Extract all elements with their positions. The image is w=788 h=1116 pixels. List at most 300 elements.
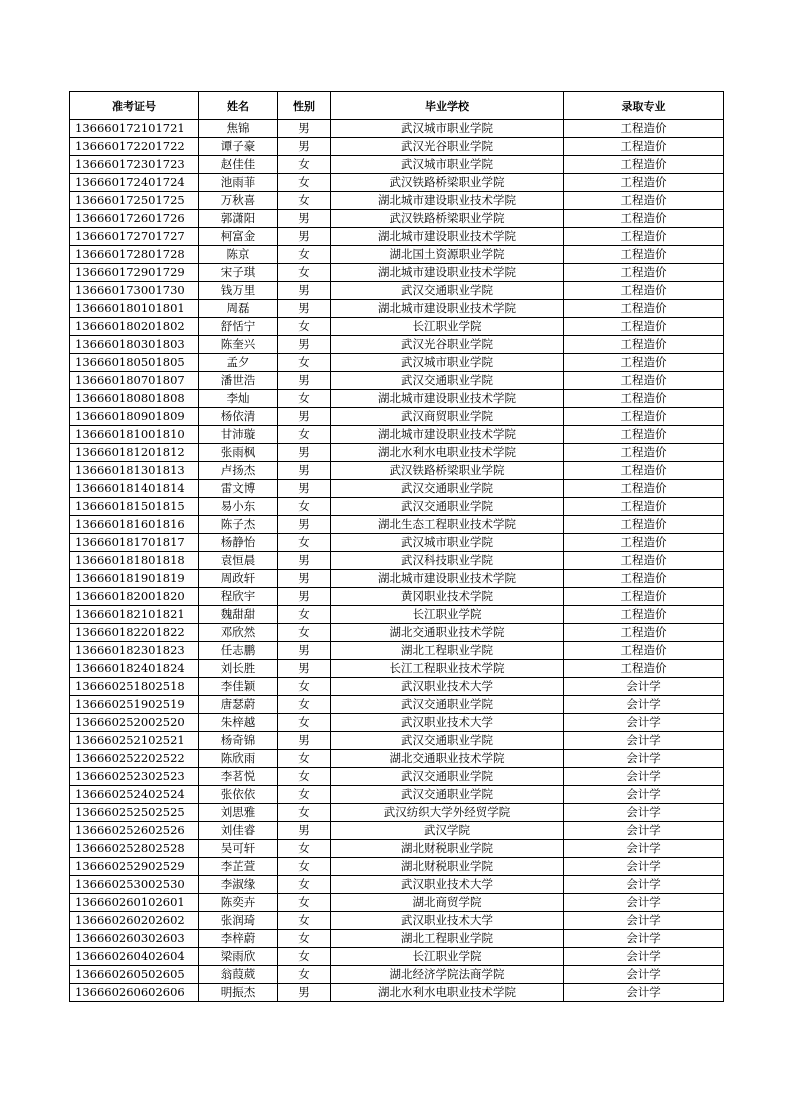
major-cell: 工程造价 xyxy=(564,516,724,534)
gender-cell: 男 xyxy=(278,444,331,462)
table-row xyxy=(70,210,724,228)
gender-cell: 女 xyxy=(278,894,331,912)
name-cell: 陈奎兴 xyxy=(199,336,278,354)
name-cell: 朱梓越 xyxy=(199,714,278,732)
name-cell: 易小东 xyxy=(199,498,278,516)
major-cell: 会计学 xyxy=(564,930,724,948)
gender-cell: 男 xyxy=(278,984,331,1002)
major-cell: 工程造价 xyxy=(564,372,724,390)
major-cell: 工程造价 xyxy=(564,642,724,660)
school-cell: 武汉光谷职业学院 xyxy=(331,336,564,354)
exam-id-cell: 136660181001810 xyxy=(70,426,199,444)
exam-id-cell: 136660172301723 xyxy=(70,156,199,174)
name-cell: 陈京 xyxy=(199,246,278,264)
school-cell: 武汉铁路桥梁职业学院 xyxy=(331,462,564,480)
table-row xyxy=(70,156,724,174)
name-cell: 唐瑟蔚 xyxy=(199,696,278,714)
name-cell: 卢扬杰 xyxy=(199,462,278,480)
table-row xyxy=(70,444,724,462)
major-cell: 会计学 xyxy=(564,840,724,858)
name-cell: 程欣宇 xyxy=(199,588,278,606)
table-row xyxy=(70,840,724,858)
gender-cell: 女 xyxy=(278,876,331,894)
gender-cell: 女 xyxy=(278,606,331,624)
name-cell: 李芷萱 xyxy=(199,858,278,876)
header-name: 姓名 xyxy=(199,92,278,120)
exam-id-cell: 136660181601816 xyxy=(70,516,199,534)
exam-id-cell: 136660253002530 xyxy=(70,876,199,894)
gender-cell: 男 xyxy=(278,462,331,480)
major-cell: 工程造价 xyxy=(564,336,724,354)
major-cell: 工程造价 xyxy=(564,156,724,174)
major-cell: 工程造价 xyxy=(564,120,724,138)
school-cell: 武汉商贸职业学院 xyxy=(331,408,564,426)
gender-cell: 男 xyxy=(278,642,331,660)
gender-cell: 男 xyxy=(278,210,331,228)
gender-cell: 男 xyxy=(278,138,331,156)
name-cell: 任志鹏 xyxy=(199,642,278,660)
major-cell: 工程造价 xyxy=(564,246,724,264)
major-cell: 工程造价 xyxy=(564,390,724,408)
gender-cell: 男 xyxy=(278,408,331,426)
name-cell: 陈奕卉 xyxy=(199,894,278,912)
school-cell: 湖北交通职业技术学院 xyxy=(331,750,564,768)
exam-id-cell: 136660252102521 xyxy=(70,732,199,750)
exam-id-cell: 136660172401724 xyxy=(70,174,199,192)
table-row xyxy=(70,948,724,966)
gender-cell: 女 xyxy=(278,678,331,696)
table-row xyxy=(70,192,724,210)
gender-cell: 女 xyxy=(278,840,331,858)
table-row xyxy=(70,786,724,804)
exam-id-cell: 136660172701727 xyxy=(70,228,199,246)
table-row xyxy=(70,966,724,984)
table-row xyxy=(70,930,724,948)
gender-cell: 女 xyxy=(278,966,331,984)
major-cell: 工程造价 xyxy=(564,174,724,192)
name-cell: 刘佳睿 xyxy=(199,822,278,840)
table-row xyxy=(70,264,724,282)
school-cell: 湖北城市建设职业技术学院 xyxy=(331,228,564,246)
major-cell: 工程造价 xyxy=(564,282,724,300)
school-cell: 湖北商贸学院 xyxy=(331,894,564,912)
exam-id-cell: 136660173001730 xyxy=(70,282,199,300)
school-cell: 湖北交通职业技术学院 xyxy=(331,624,564,642)
table-row xyxy=(70,120,724,138)
exam-id-cell: 136660181401814 xyxy=(70,480,199,498)
exam-id-cell: 136660182001820 xyxy=(70,588,199,606)
gender-cell: 男 xyxy=(278,228,331,246)
exam-id-cell: 136660252302523 xyxy=(70,768,199,786)
exam-id-cell: 136660260402604 xyxy=(70,948,199,966)
school-cell: 武汉铁路桥梁职业学院 xyxy=(331,174,564,192)
gender-cell: 女 xyxy=(278,624,331,642)
table-row xyxy=(70,822,724,840)
name-cell: 池雨菲 xyxy=(199,174,278,192)
major-cell: 会计学 xyxy=(564,750,724,768)
name-cell: 刘长胜 xyxy=(199,660,278,678)
exam-id-cell: 136660181201812 xyxy=(70,444,199,462)
gender-cell: 女 xyxy=(278,390,331,408)
school-cell: 湖北工程职业学院 xyxy=(331,642,564,660)
exam-id-cell: 136660181301813 xyxy=(70,462,199,480)
gender-cell: 男 xyxy=(278,552,331,570)
exam-id-cell: 136660182401824 xyxy=(70,660,199,678)
table-row xyxy=(70,408,724,426)
name-cell: 焦锦 xyxy=(199,120,278,138)
major-cell: 工程造价 xyxy=(564,552,724,570)
exam-id-cell: 136660252402524 xyxy=(70,786,199,804)
table-row xyxy=(70,624,724,642)
name-cell: 魏甜甜 xyxy=(199,606,278,624)
major-cell: 工程造价 xyxy=(564,318,724,336)
school-cell: 湖北城市建设职业技术学院 xyxy=(331,426,564,444)
exam-id-cell: 136660172601726 xyxy=(70,210,199,228)
major-cell: 会计学 xyxy=(564,876,724,894)
table-row xyxy=(70,732,724,750)
table-row xyxy=(70,984,724,1002)
major-cell: 会计学 xyxy=(564,714,724,732)
school-cell: 湖北城市建设职业技术学院 xyxy=(331,192,564,210)
table-row xyxy=(70,498,724,516)
table-row xyxy=(70,318,724,336)
gender-cell: 女 xyxy=(278,264,331,282)
name-cell: 刘思雅 xyxy=(199,804,278,822)
name-cell: 李梓蔚 xyxy=(199,930,278,948)
exam-id-cell: 136660172201722 xyxy=(70,138,199,156)
table-row xyxy=(70,228,724,246)
table-body xyxy=(70,120,724,1002)
major-cell: 工程造价 xyxy=(564,660,724,678)
gender-cell: 男 xyxy=(278,480,331,498)
table-row xyxy=(70,390,724,408)
exam-id-cell: 136660180301803 xyxy=(70,336,199,354)
name-cell: 甘沛璇 xyxy=(199,426,278,444)
gender-cell: 男 xyxy=(278,372,331,390)
exam-id-cell: 136660180901809 xyxy=(70,408,199,426)
major-cell: 工程造价 xyxy=(564,408,724,426)
table-row xyxy=(70,174,724,192)
exam-id-cell: 136660181701817 xyxy=(70,534,199,552)
name-cell: 袁恒晨 xyxy=(199,552,278,570)
school-cell: 武汉光谷职业学院 xyxy=(331,138,564,156)
school-cell: 武汉城市职业学院 xyxy=(331,120,564,138)
table-row xyxy=(70,372,724,390)
school-cell: 武汉城市职业学院 xyxy=(331,354,564,372)
table-row xyxy=(70,462,724,480)
gender-cell: 男 xyxy=(278,660,331,678)
exam-id-cell: 136660182101821 xyxy=(70,606,199,624)
gender-cell: 女 xyxy=(278,912,331,930)
name-cell: 孟夕 xyxy=(199,354,278,372)
gender-cell: 女 xyxy=(278,156,331,174)
header-row xyxy=(70,92,724,120)
exam-id-cell: 136660181801818 xyxy=(70,552,199,570)
school-cell: 湖北城市建设职业技术学院 xyxy=(331,264,564,282)
table-row xyxy=(70,282,724,300)
major-cell: 会计学 xyxy=(564,912,724,930)
header-major: 录取专业 xyxy=(564,92,724,120)
name-cell: 梁雨欣 xyxy=(199,948,278,966)
table-row xyxy=(70,246,724,264)
school-cell: 长江职业学院 xyxy=(331,606,564,624)
name-cell: 郭潇阳 xyxy=(199,210,278,228)
exam-id-cell: 136660251902519 xyxy=(70,696,199,714)
header-gender: 性别 xyxy=(278,92,331,120)
major-cell: 工程造价 xyxy=(564,426,724,444)
name-cell: 潘世浩 xyxy=(199,372,278,390)
school-cell: 武汉交通职业学院 xyxy=(331,696,564,714)
major-cell: 会计学 xyxy=(564,984,724,1002)
major-cell: 会计学 xyxy=(564,894,724,912)
table-row xyxy=(70,426,724,444)
gender-cell: 男 xyxy=(278,570,331,588)
exam-id-cell: 136660172101721 xyxy=(70,120,199,138)
header-school: 毕业学校 xyxy=(331,92,564,120)
school-cell: 湖北财税职业学院 xyxy=(331,840,564,858)
exam-id-cell: 136660180801808 xyxy=(70,390,199,408)
exam-id-cell: 136660172901729 xyxy=(70,264,199,282)
gender-cell: 女 xyxy=(278,750,331,768)
school-cell: 湖北经济学院法商学院 xyxy=(331,966,564,984)
exam-id-cell: 136660260202602 xyxy=(70,912,199,930)
gender-cell: 男 xyxy=(278,732,331,750)
school-cell: 湖北水利水电职业技术学院 xyxy=(331,984,564,1002)
major-cell: 工程造价 xyxy=(564,354,724,372)
name-cell: 宋子琪 xyxy=(199,264,278,282)
school-cell: 湖北城市建设职业技术学院 xyxy=(331,300,564,318)
exam-id-cell: 136660260102601 xyxy=(70,894,199,912)
table-row xyxy=(70,138,724,156)
school-cell: 湖北财税职业学院 xyxy=(331,858,564,876)
exam-id-cell: 136660252802528 xyxy=(70,840,199,858)
school-cell: 武汉交通职业学院 xyxy=(331,498,564,516)
exam-id-cell: 136660172801728 xyxy=(70,246,199,264)
school-cell: 湖北生态工程职业技术学院 xyxy=(331,516,564,534)
school-cell: 武汉职业技术大学 xyxy=(331,876,564,894)
name-cell: 谭子豪 xyxy=(199,138,278,156)
gender-cell: 女 xyxy=(278,426,331,444)
name-cell: 雷文博 xyxy=(199,480,278,498)
school-cell: 武汉科技职业学院 xyxy=(331,552,564,570)
table-row xyxy=(70,876,724,894)
gender-cell: 女 xyxy=(278,714,331,732)
major-cell: 会计学 xyxy=(564,696,724,714)
exam-id-cell: 136660180701807 xyxy=(70,372,199,390)
table-row xyxy=(70,588,724,606)
gender-cell: 女 xyxy=(278,498,331,516)
name-cell: 陈欣雨 xyxy=(199,750,278,768)
major-cell: 工程造价 xyxy=(564,210,724,228)
school-cell: 武汉职业技术大学 xyxy=(331,678,564,696)
table-row xyxy=(70,516,724,534)
table-row xyxy=(70,750,724,768)
major-cell: 工程造价 xyxy=(564,138,724,156)
table-row xyxy=(70,552,724,570)
exam-id-cell: 136660251802518 xyxy=(70,678,199,696)
name-cell: 舒恬宁 xyxy=(199,318,278,336)
name-cell: 吴可轩 xyxy=(199,840,278,858)
major-cell: 会计学 xyxy=(564,678,724,696)
gender-cell: 女 xyxy=(278,534,331,552)
admission-table xyxy=(69,91,724,1002)
name-cell: 张雨枫 xyxy=(199,444,278,462)
major-cell: 会计学 xyxy=(564,966,724,984)
table-row xyxy=(70,894,724,912)
school-cell: 武汉职业技术大学 xyxy=(331,714,564,732)
table-row xyxy=(70,642,724,660)
gender-cell: 女 xyxy=(278,948,331,966)
exam-id-cell: 136660252502525 xyxy=(70,804,199,822)
major-cell: 工程造价 xyxy=(564,462,724,480)
exam-id-cell: 136660172501725 xyxy=(70,192,199,210)
name-cell: 杨依清 xyxy=(199,408,278,426)
name-cell: 钱万里 xyxy=(199,282,278,300)
table-row xyxy=(70,354,724,372)
name-cell: 周政轩 xyxy=(199,570,278,588)
exam-id-cell: 136660260602606 xyxy=(70,984,199,1002)
major-cell: 工程造价 xyxy=(564,444,724,462)
major-cell: 工程造价 xyxy=(564,606,724,624)
exam-id-cell: 136660180201802 xyxy=(70,318,199,336)
name-cell: 李灿 xyxy=(199,390,278,408)
name-cell: 柯富金 xyxy=(199,228,278,246)
major-cell: 工程造价 xyxy=(564,534,724,552)
major-cell: 工程造价 xyxy=(564,264,724,282)
name-cell: 邓欣然 xyxy=(199,624,278,642)
name-cell: 李佳颖 xyxy=(199,678,278,696)
gender-cell: 男 xyxy=(278,516,331,534)
school-cell: 武汉学院 xyxy=(331,822,564,840)
major-cell: 工程造价 xyxy=(564,570,724,588)
major-cell: 会计学 xyxy=(564,858,724,876)
school-cell: 武汉交通职业学院 xyxy=(331,786,564,804)
major-cell: 会计学 xyxy=(564,732,724,750)
major-cell: 会计学 xyxy=(564,948,724,966)
school-cell: 武汉交通职业学院 xyxy=(331,480,564,498)
name-cell: 张润琦 xyxy=(199,912,278,930)
name-cell: 李茗悦 xyxy=(199,768,278,786)
name-cell: 万秋喜 xyxy=(199,192,278,210)
major-cell: 工程造价 xyxy=(564,498,724,516)
gender-cell: 女 xyxy=(278,246,331,264)
table-row xyxy=(70,858,724,876)
gender-cell: 男 xyxy=(278,120,331,138)
name-cell: 杨奇锦 xyxy=(199,732,278,750)
exam-id-cell: 136660252002520 xyxy=(70,714,199,732)
gender-cell: 男 xyxy=(278,282,331,300)
name-cell: 赵佳佳 xyxy=(199,156,278,174)
school-cell: 湖北城市建设职业技术学院 xyxy=(331,570,564,588)
table-row xyxy=(70,696,724,714)
exam-id-cell: 136660180101801 xyxy=(70,300,199,318)
gender-cell: 女 xyxy=(278,192,331,210)
name-cell: 明振杰 xyxy=(199,984,278,1002)
major-cell: 工程造价 xyxy=(564,588,724,606)
table-row xyxy=(70,714,724,732)
school-cell: 武汉铁路桥梁职业学院 xyxy=(331,210,564,228)
school-cell: 湖北工程职业学院 xyxy=(331,930,564,948)
gender-cell: 女 xyxy=(278,174,331,192)
school-cell: 长江职业学院 xyxy=(331,948,564,966)
school-cell: 武汉交通职业学院 xyxy=(331,372,564,390)
major-cell: 会计学 xyxy=(564,786,724,804)
school-cell: 长江工程职业技术学院 xyxy=(331,660,564,678)
school-cell: 湖北城市建设职业技术学院 xyxy=(331,390,564,408)
table-row xyxy=(70,570,724,588)
table-row xyxy=(70,678,724,696)
exam-id-cell: 136660252902529 xyxy=(70,858,199,876)
major-cell: 工程造价 xyxy=(564,300,724,318)
table-row xyxy=(70,660,724,678)
gender-cell: 女 xyxy=(278,804,331,822)
name-cell: 李淑缘 xyxy=(199,876,278,894)
school-cell: 武汉交通职业学院 xyxy=(331,732,564,750)
school-cell: 黄冈职业技术学院 xyxy=(331,588,564,606)
table-row xyxy=(70,480,724,498)
gender-cell: 男 xyxy=(278,588,331,606)
school-cell: 湖北水利水电职业技术学院 xyxy=(331,444,564,462)
major-cell: 工程造价 xyxy=(564,624,724,642)
table-row xyxy=(70,606,724,624)
school-cell: 武汉交通职业学院 xyxy=(331,768,564,786)
school-cell: 武汉交通职业学院 xyxy=(331,282,564,300)
exam-id-cell: 136660252602526 xyxy=(70,822,199,840)
exam-id-cell: 136660181901819 xyxy=(70,570,199,588)
exam-id-cell: 136660182301823 xyxy=(70,642,199,660)
gender-cell: 男 xyxy=(278,822,331,840)
exam-id-cell: 136660252202522 xyxy=(70,750,199,768)
table-row xyxy=(70,768,724,786)
gender-cell: 女 xyxy=(278,768,331,786)
table-row xyxy=(70,804,724,822)
name-cell: 杨静怡 xyxy=(199,534,278,552)
gender-cell: 女 xyxy=(278,318,331,336)
major-cell: 工程造价 xyxy=(564,480,724,498)
gender-cell: 男 xyxy=(278,300,331,318)
major-cell: 工程造价 xyxy=(564,228,724,246)
exam-id-cell: 136660260502605 xyxy=(70,966,199,984)
table-row xyxy=(70,336,724,354)
school-cell: 湖北国土资源职业学院 xyxy=(331,246,564,264)
major-cell: 会计学 xyxy=(564,768,724,786)
major-cell: 会计学 xyxy=(564,804,724,822)
major-cell: 工程造价 xyxy=(564,192,724,210)
table-row xyxy=(70,534,724,552)
header-exam-id: 准考证号 xyxy=(70,92,199,120)
gender-cell: 女 xyxy=(278,696,331,714)
name-cell: 陈子杰 xyxy=(199,516,278,534)
name-cell: 周磊 xyxy=(199,300,278,318)
gender-cell: 女 xyxy=(278,858,331,876)
gender-cell: 女 xyxy=(278,354,331,372)
exam-id-cell: 136660181501815 xyxy=(70,498,199,516)
school-cell: 武汉职业技术大学 xyxy=(331,912,564,930)
name-cell: 张依依 xyxy=(199,786,278,804)
table-row xyxy=(70,912,724,930)
major-cell: 会计学 xyxy=(564,822,724,840)
school-cell: 武汉纺织大学外经贸学院 xyxy=(331,804,564,822)
name-cell: 翁葭葳 xyxy=(199,966,278,984)
school-cell: 武汉城市职业学院 xyxy=(331,156,564,174)
exam-id-cell: 136660180501805 xyxy=(70,354,199,372)
gender-cell: 女 xyxy=(278,930,331,948)
school-cell: 长江职业学院 xyxy=(331,318,564,336)
gender-cell: 女 xyxy=(278,786,331,804)
exam-id-cell: 136660260302603 xyxy=(70,930,199,948)
school-cell: 武汉城市职业学院 xyxy=(331,534,564,552)
gender-cell: 男 xyxy=(278,336,331,354)
